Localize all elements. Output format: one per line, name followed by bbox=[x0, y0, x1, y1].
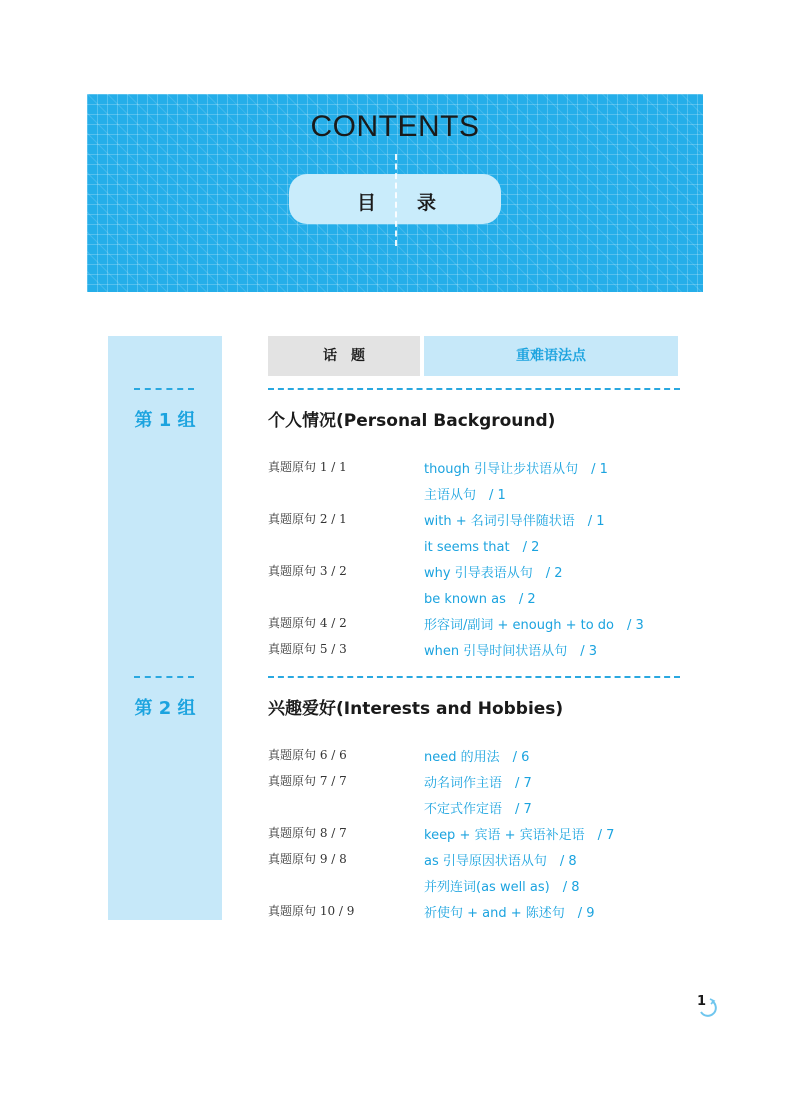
group-label-2: 第 2 组 bbox=[134, 698, 196, 719]
sidebar-divider-1 bbox=[134, 388, 194, 390]
contents-title: CONTENTS bbox=[310, 110, 480, 143]
toc-row bbox=[268, 562, 688, 582]
section-divider-1 bbox=[268, 388, 680, 390]
toc-row bbox=[268, 640, 688, 660]
page-arc-icon bbox=[698, 998, 720, 1020]
toc-row bbox=[268, 850, 688, 870]
toc-row bbox=[268, 510, 688, 530]
contents-banner bbox=[87, 94, 703, 292]
toc-row bbox=[268, 484, 688, 504]
toc-grammar-point[interactable]: 并列连词(as well as) / 8 bbox=[424, 880, 580, 895]
toc-source: 真题原句 6 / 6 bbox=[268, 748, 347, 762]
toc-source: 真题原句 2 / 1 bbox=[268, 512, 347, 526]
topic-title-2: 兴趣爱好(Interests and Hobbies) bbox=[268, 699, 564, 719]
toc-source: 真题原句 7 / 7 bbox=[268, 774, 347, 788]
banner-dashed-divider bbox=[395, 154, 397, 246]
section-divider-2 bbox=[268, 676, 680, 678]
toc-source: 真题原句 1 / 1 bbox=[268, 460, 347, 474]
toc-row bbox=[268, 614, 688, 634]
toc-source: 真题原句 5 / 3 bbox=[268, 642, 347, 656]
toc-source: 真题原句 4 / 2 bbox=[268, 616, 347, 630]
toc-source: 真题原句 9 / 8 bbox=[268, 852, 347, 866]
toc-row bbox=[268, 458, 688, 478]
toc-grammar-point[interactable]: why 引导表语从句 / 2 bbox=[424, 566, 563, 581]
toc-grammar-point[interactable]: 不定式作定语 / 7 bbox=[424, 802, 532, 817]
group-sidebar bbox=[108, 336, 222, 920]
toc-row bbox=[268, 876, 688, 896]
toc-row bbox=[268, 902, 688, 922]
toc-grammar-point[interactable]: be known as / 2 bbox=[424, 592, 536, 607]
topic-title-1: 个人情况(Personal Background) bbox=[268, 411, 556, 431]
toc-grammar-point[interactable]: as 引导原因状语从句 / 8 bbox=[424, 854, 577, 869]
toc-source: 真题原句 3 / 2 bbox=[268, 564, 347, 578]
toc-grammar-point[interactable]: 主语从句 / 1 bbox=[424, 488, 506, 503]
group-label-1: 第 1 组 bbox=[134, 410, 196, 431]
toc-grammar-point[interactable]: when 引导时间状语从句 / 3 bbox=[424, 644, 598, 659]
toc-grammar-point[interactable]: though 引导让步状语从句 / 1 bbox=[424, 462, 608, 477]
column-header-topic: 话 题 bbox=[268, 336, 420, 376]
toc-grammar-point[interactable]: 祈使句 + and + 陈述句 / 9 bbox=[424, 906, 595, 921]
toc-row bbox=[268, 798, 688, 818]
toc-grammar-point[interactable]: it seems that / 2 bbox=[424, 540, 540, 555]
sidebar-divider-2 bbox=[134, 676, 194, 678]
toc-row bbox=[268, 588, 688, 608]
toc-grammar-point[interactable]: keep + 宾语 + 宾语补足语 / 7 bbox=[424, 828, 615, 843]
toc-row bbox=[268, 536, 688, 556]
page-number: 1 bbox=[697, 994, 707, 1009]
subtitle-char-right: 录 bbox=[417, 192, 437, 214]
toc-row bbox=[268, 772, 688, 792]
toc-grammar-point[interactable]: with + 名词引导伴随状语 / 1 bbox=[424, 514, 605, 529]
toc-row bbox=[268, 746, 688, 766]
toc-grammar-point[interactable]: 形容词/副词 + enough + to do / 3 bbox=[424, 618, 644, 633]
toc-grammar-point[interactable]: 动名词作主语 / 7 bbox=[424, 776, 532, 791]
toc-grammar-point[interactable]: need 的用法 / 6 bbox=[424, 750, 530, 765]
toc-source: 真题原句 8 / 7 bbox=[268, 826, 347, 840]
toc-row bbox=[268, 824, 688, 844]
toc-source: 真题原句 10 / 9 bbox=[268, 904, 355, 918]
column-header-grammar: 重难语法点 bbox=[424, 336, 678, 376]
subtitle-char-left: 目 bbox=[357, 192, 377, 214]
